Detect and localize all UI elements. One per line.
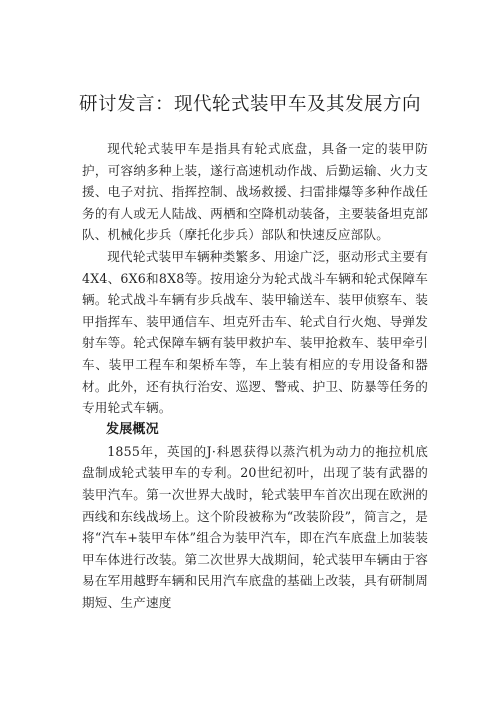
section-paragraph: 1855年，英国的J·科恩获得以蒸汽机为动力的拖拉机底盘制成轮式装甲车的专利。20世纪初叶，出现了装有武器的装甲汽车。第一次世界大战时，轮式装甲车首次出现在欧洲的西线和东线战场上。这个阶段被称为“改装阶段”，简言之，是将“汽车+装甲车体”组合为装甲汽车，即在汽车底盘上加装装甲车体进行改装。第二次世界大战期间，轮式装甲车辆由于容易在军用越野车辆和民用汽车底盘的基础上改装，具有研制周期短、生产速度 [82,443,428,610]
body-paragraph: 现代轮式装甲车是指具有轮式底盘，具备一定的装甲防护，可容纳多种上装，遂行高速机动作战、后勤运输、火力支援、电子对抗、指挥控制、战场救援、扫雷排爆等多种作战任务的有人或无人陆战、两栖和空降机动装备，主要装备坦克部队、机械化步兵（摩托化步兵）部队和快速反应部队。 [82,141,428,243]
section-heading: 发展概况 [106,421,159,437]
document-body [82,138,428,613]
body-paragraph: 现代轮式装甲车辆种类繁多、用途广泛，驱动形式主要有4X4、6X6和8X8等。按用途分为轮式战斗车辆和轮式保障车辆。轮式战斗车辆有步兵战车、装甲输送车、装甲侦察车、装甲指挥车、装甲通信车、坦克歼击车、轮式自行火炮、导弹发射车等。轮式保障车辆有装甲救护车、装甲抢救车、装甲牵引车、装甲工程车和架桥车等，车上装有相应的专用设备和器材。此外，还有执行治安、巡逻、警戒、护卫、防暴等任务的专用轮式车辆。 [82,248,428,416]
document-title: 研讨发言：现代轮式装甲车及其发展方向 [78,94,421,115]
